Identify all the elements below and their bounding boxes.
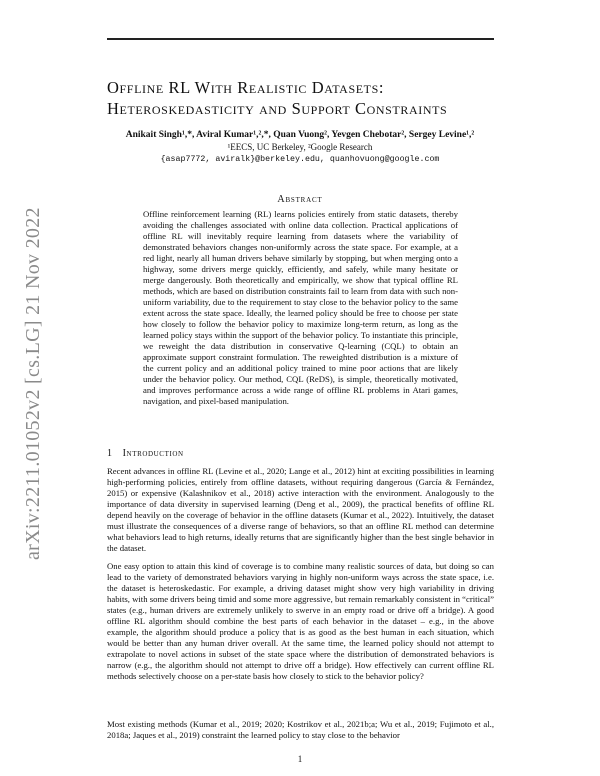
title-line-2: Heteroskedasticity and Support Constraints	[107, 99, 448, 118]
intro-paragraph-3: Most existing methods (Kumar et al., 2019; 2020; Kostrikov et al., 2021b;a; Wu et al., 2019; Fujimoto et al., 2018a; Jaques et al., 2019) constraint the learned policy to stay close to the behavior	[107, 719, 494, 740]
page-number: 1	[297, 754, 303, 764]
intro-paragraph-1: Recent advances in offline RL (Levine et al., 2020; Lange et al., 2012) hint at exciting possibilities in learning high-performing policies, entirely from offline datasets, without requiring dangerous (García & Fernández, 2015) or expensive (Kalashnikov et al., 2018) active interaction with the environment. Analogously to the importance of data diversity in supervised learning (Deng et al., 2009), the practical benefits of offline RL depend heavily on the coverage of behavior in the offline datasets (Kumar et al., 2022). Intuitively, the dataset must illustrate the consequences of a diverse range of behaviors, so that an offline RL method can determine what behaviors lead to high returns, ideally returns that are significantly higher than the best single behavior in the dataset.	[107, 466, 494, 553]
author-list: Anikait Singh¹,*, Aviral Kumar¹,²,*, Quan Vuong², Yevgen Chebotar², Sergey Levine¹,²	[125, 130, 475, 140]
intro-paragraph-2: One easy option to attain this kind of coverage is to combine many realistic sources of data, but doing so can lead to the variety of demonstrated behaviors varying in highly non-uniform ways across the state space, i.e. the dataset is heteroskedastic. For example, a driving dataset might show very high variability in driving habits, with some drivers being timid and some more aggressive, but remain remarkably consistent in “critical” states (e.g., human drivers are extremely unlikely to swerve in an empty road or drive off a bridge). A good offline RL algorithm should combine the best parts of each behavior in the dataset – e.g., in the above example, the algorithm should produce a policy that is as good as the best human in each situation, which would be better than any human driver overall. At the same time, the learned policy should not attempt to extrapolate to novel actions in subset of the state space where the distribution of demonstrated behaviors is narrow (e.g., the algorithm should not attempt to drive off a bridge). How effectively can current offline RL methods selectively choose on a per-state basis how closely to stick to the behavior policy?	[107, 561, 494, 681]
arxiv-stamp: arXiv:2211.01052v2 [cs.LG] 21 Nov 2022	[22, 207, 44, 560]
paper-title	[107, 77, 527, 119]
affiliations: ¹EECS, UC Berkeley, ²Google Research	[227, 142, 373, 152]
section-title: Introduction	[122, 448, 184, 459]
section-heading	[107, 448, 184, 459]
abstract-text: Offline reinforcement learning (RL) learns policies entirely from static datasets, thereby avoiding the challenges associated with online data collection. Practical applications of offline RL will inevitably require learning from datasets where the variability of demonstrated behaviors changes non-uniformly across the state space. For example, at a red light, nearly all human drivers behave similarly by stopping, but when merging onto a highway, some drivers merge quickly, efficiently, and safely, while many hesitate or merge dangerously. Both theoretically and empirically, we show that typical offline RL methods, which are based on distribution constraints fail to learn from data with such non-uniform variability, due to the requirement to stay close to the behavior policy to the same extent across the state space. Ideally, the learned policy should be free to choose per state how closely to follow the behavior policy to maximize long-term return, as long as the learned policy stays within the support of the behavior policy. To instantiate this principle, we reweight the data distribution in conservative Q-learning (CQL) to obtain an approximate support constraint formulation. The reweighted distribution is a mixture of the current policy and an additional policy trained to mine poor actions that are likely under the behavior policy. Our method, CQL (ReDS), is simple, theoretically motivated, and improves performance across a wide range of offline RL problems in Atari games, navigation, and pixel-based manipulation.	[143, 209, 458, 406]
title-line-1: Offline RL With Realistic Datasets:	[107, 78, 385, 97]
abstract-heading: Abstract	[277, 194, 323, 205]
section-number: 1	[107, 448, 113, 459]
author-emails: {asap7772, aviralk}@berkeley.edu, quanhovuong@google.com	[160, 155, 440, 164]
top-rule	[107, 38, 494, 40]
